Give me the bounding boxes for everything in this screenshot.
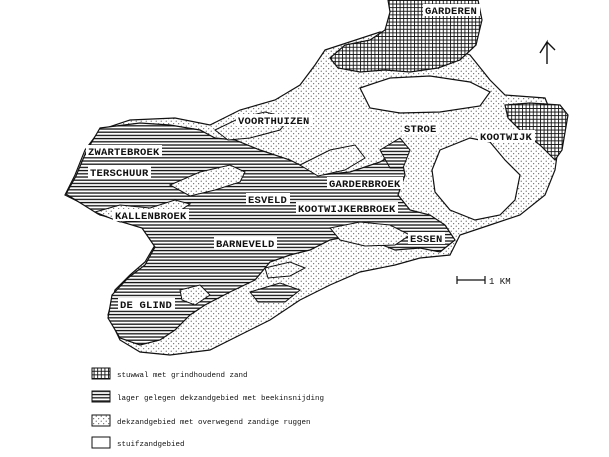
label-zwartebroek bbox=[86, 145, 162, 159]
svg-text:BARNEVELD: BARNEVELD bbox=[216, 239, 275, 251]
svg-text:GARDERBROEK: GARDERBROEK bbox=[329, 179, 401, 191]
label-esveld bbox=[246, 193, 290, 207]
svg-text:KOOTWIJKERBROEK: KOOTWIJKERBROEK bbox=[298, 204, 396, 216]
svg-text:STROE: STROE bbox=[404, 124, 437, 136]
svg-text:stuifzandgebied: stuifzandgebied bbox=[117, 441, 185, 449]
svg-text:lager gelegen dekzandgebied me: lager gelegen dekzandgebied met beekinsnijding bbox=[117, 395, 325, 403]
svg-text:1 KM: 1 KM bbox=[489, 277, 511, 287]
svg-text:ESVELD: ESVELD bbox=[248, 195, 288, 207]
label-garderen bbox=[423, 4, 480, 18]
label-kootwijkerbroek bbox=[296, 202, 398, 216]
svg-text:KALLENBROEK: KALLENBROEK bbox=[115, 211, 187, 223]
north-arrow-icon bbox=[540, 42, 555, 64]
label-essen bbox=[408, 232, 445, 246]
label-voorthuizen bbox=[236, 114, 312, 128]
legend-item-lager-dekzand bbox=[92, 391, 324, 403]
label-kootwijk bbox=[478, 130, 535, 144]
label-stroe bbox=[402, 122, 439, 136]
svg-text:DE GLIND: DE GLIND bbox=[120, 300, 173, 312]
legend-item-stuwwal bbox=[92, 368, 248, 380]
svg-text:dekzandgebied met overwegend z: dekzandgebied met overwegend zandige ruggen bbox=[117, 419, 311, 427]
svg-text:GARDEREN: GARDEREN bbox=[425, 6, 478, 18]
svg-text:ESSEN: ESSEN bbox=[410, 234, 443, 246]
svg-text:KOOTWIJK: KOOTWIJK bbox=[480, 132, 533, 144]
label-de-glind bbox=[118, 298, 175, 312]
svg-text:stuwwal met grindhoudend zand: stuwwal met grindhoudend zand bbox=[117, 372, 248, 380]
label-kallenbroek bbox=[113, 209, 189, 223]
svg-text:TERSCHUUR: TERSCHUUR bbox=[90, 168, 149, 180]
label-garderbroek bbox=[327, 177, 403, 191]
legend bbox=[92, 368, 324, 449]
svg-text:VOORTHUIZEN: VOORTHUIZEN bbox=[238, 116, 310, 128]
label-terschuur bbox=[88, 166, 151, 180]
legend-item-dekzand-ruggen bbox=[92, 415, 311, 427]
scale-bar bbox=[457, 276, 511, 287]
label-barneveld bbox=[214, 237, 277, 251]
legend-item-stuifzand bbox=[92, 437, 185, 449]
svg-text:ZWARTEBROEK: ZWARTEBROEK bbox=[88, 147, 160, 159]
